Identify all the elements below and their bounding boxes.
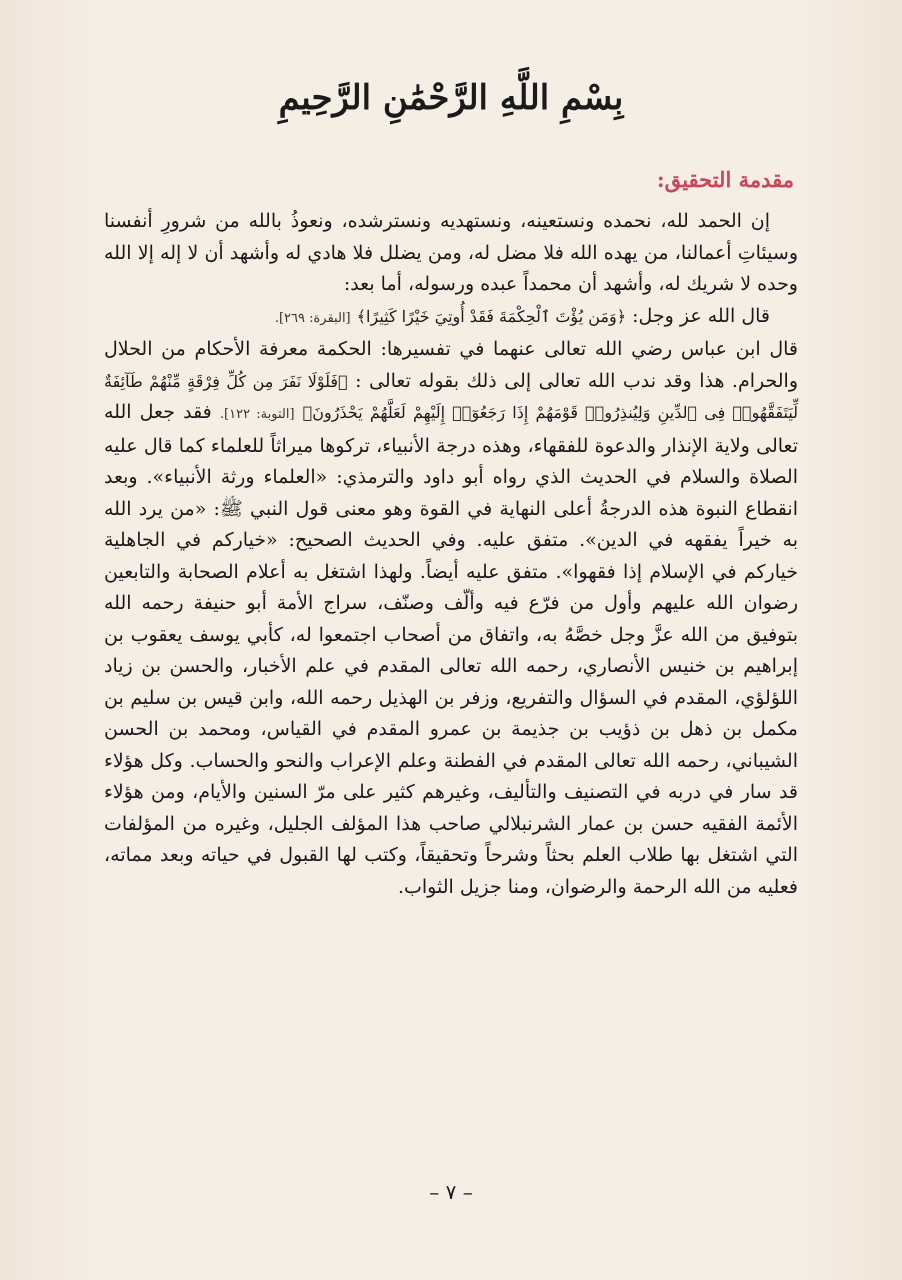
main-text-b: فقد جعل الله تعالى ولاية الإنذار والدعوة للفقهاء، وهذه درجة الأنبياء، تركوها ميراثاً للعلماء كما قال عليه الصلاة والسلام في الحديث الذي رواه أبو داود والترمذي: «العلماء ورثة الأنبياء». وبعد انقطاع النبوة هذه الدرجةُ أعلى النهاية في القوة وهو معنى قول النبي ﷺ: «من يرد الله به خيراً يفقهه في الدين». متفق عليه. وفي الحديث الصحيح: «خياركم في الجاهلية خياركم في الإسلام إذا فقهوا». متفق عليه أيضاً. ولهذا اشتغل به أعلام الصحابة والتابعين رضوان الله عليهم وأول من فرّع فيه وألّف وصنّف، سراج الأمة أبو حنيفة رحمه الله بتوفيق من الله عزَّ وجل خصَّهُ به، واتفاق من أصحاب اجتمعوا له، كأبي يوسف يعقوب بن إبراهيم بن خنيس الأنصاري، رحمه الله تعالى المقدم في علم الأخبار، والحسن بن زياد اللؤلؤي، المقدم في السؤال والتفريع، وزفر بن الهذيل رحمه الله، وابن قيس بن سليم بن مكمل بن ذهل بن ذؤيب بن جذيمة بن عمرو المقدم في القياس، ومحمد بن الحسن الشيباني، رحمه الله تعالى المقدم في الفطنة وعلم الإعراب والنحو والحساب. وكل هؤلاء قد سار في دربه في التصنيف والتأليف، وغيرهم كثير على مرّ السنين والأيام، ومن هؤلاء الأئمة الفقيه حسن بن عمار الشرنبلالي صاحب هذا المؤلف الجليل، وغيره من المؤلفات التي اشتغل بها طلاب العلم بحثاً وشرحاً وتحقيقاً، وكتب لها القبول في حياته وبعد مماته، فعليه من الله الرحمة والرضوان، ومنا جزيل الثواب.	[104, 401, 799, 898]
paragraph-verse	[104, 301, 798, 335]
basmala: بِسْمِ اللَّهِ الرَّحْمَٰنِ الرَّحِيمِ	[278, 78, 624, 118]
body-text	[104, 206, 798, 903]
verse-reference: [التوبة: ١٢٢].	[219, 407, 295, 422]
page-number: – ٧ –	[429, 1180, 473, 1204]
quran-verse: ﴿فَلَوْلَا نَفَرَ مِن كُلِّ فِرْقَةٍ مِّنْهُمْ طَآئِفَةٌ لِّيَتَفَقَّهُوا۟ فِى ٱلدِّينِ وَلِيُنذِرُوا۟ قَوْمَهُمْ إِذَا رَجَعُوٓا۟ إِلَيْهِمْ لَعَلَّهُمْ يَحْذَرُونَ﴾	[104, 371, 799, 422]
main-text-a: قال ابن عباس رضي الله تعالى عنهما في تفسيرها: الحكمة معرفة الأحكام من الحلال والحرام. هذا وقد ندب الله تعالى إلى ذلك بقوله تعالى :	[104, 338, 798, 392]
paragraph-main	[104, 334, 798, 903]
section-heading: مقدمة التحقيق:	[656, 167, 794, 192]
verse-lead: قال الله عز وجل:	[632, 304, 770, 327]
quran-verse: ﴿وَمَن يُؤْتَ ٱلْحِكْمَةَ فَقَدْ أُوتِيَ خَيْرًا كَثِيرًا﴾	[356, 306, 627, 326]
paragraph-intro: إن الحمد لله، نحمده ونستعينه، ونستهديه ونسترشده، ونعوذُ بالله من شرورِ أنفسنا وسيئاتِ أعمالنا، من يهده الله فلا مضل له، ومن يضلل فلا هادي له وأشهد أن لا إله إلا الله وحده لا شريك له، وأشهد أن محمداً عبده ورسوله، أما بعد:	[104, 210, 798, 295]
verse-reference: [البقرة: ٢٦٩].	[274, 310, 351, 326]
